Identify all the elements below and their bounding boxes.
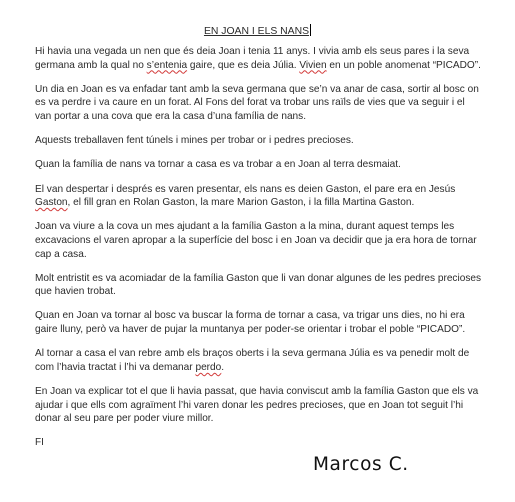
paragraph-9-text-b: . (221, 361, 225, 373)
paragraph-5 (35, 183, 482, 210)
paragraph-5-text-b: , el fill gran en Rolan Gaston, la mare Marion Gaston, i la filla Martina Gaston. (67, 197, 415, 209)
misspelled-word: perdo (195, 361, 222, 373)
paragraph-1-text-c: en un poble anomenat “PICADO”. (326, 59, 481, 71)
paragraph-1 (35, 45, 482, 72)
document-title (0, 24, 515, 38)
paragraph-4: Quan la família de nans va tornar a casa es va trobar a en Joan al terra desmaiat. (35, 159, 401, 171)
paragraph-9 (35, 347, 482, 374)
misspelled-word: Vivien (299, 59, 327, 71)
text-cursor (310, 24, 311, 36)
document-body[interactable] (35, 45, 482, 461)
paragraph-1-text-b: gaire, que es deia Júlia. (187, 59, 300, 71)
paragraph-8: Quan en Joan va tornar al bosc va buscar la forma de tornar a casa, va trigar uns dies, no hi era gaire lluny, però va haver de pujar la muntanya per poder-se orientar i trobar el poble “PICADO”. (35, 310, 466, 336)
handwritten-signature: Marcos C. (313, 454, 409, 475)
paragraph-5-text-a: El van despertar i després es varen presentar, els nans es deien Gaston, el pare era en Jesús (35, 183, 456, 195)
end-marker: FI (35, 437, 44, 449)
misspelled-word: s’entenia (146, 59, 188, 71)
paragraph-2: Un dia en Joan es va enfadar tant amb la seva germana que se’n va anar de casa, sortir al bosc on es va perdre i va caure en un forat. Al Fons del forat va trobar uns raïls de vies que va seguir i el van portar a una cova que era la casa d’una família de nans. (35, 83, 479, 122)
paragraph-3: Aquests treballaven fent túnels i mines per trobar or i pedres precioses. (35, 135, 354, 147)
title-text: EN JOAN I ELS NANS (203, 26, 310, 37)
misspelled-word: Gaston (35, 197, 68, 209)
paragraph-9-text-a: Al tornar a casa el van rebre amb els braços oberts i la seva germana Júlia es va penedir molt de com l’havia tractat i l’hi va demanar (35, 348, 470, 373)
paragraph-7: Molt entristit es va acomiadar de la família Gaston que li van donar algunes de les pedres precioses que havien trobat. (35, 272, 482, 298)
paragraph-1-text-a: Hi havia una vegada un nen que és deia Joan i tenia 11 anys. I vivia amb els seus pares i la seva germana amb la qual no (35, 46, 470, 71)
paragraph-10: En Joan va explicar tot el que li havia passat, que havia conviscut amb la família Gaston que els va ajudar i que ells com agraïment l’hi varen donar les pedres precioses, que en Joan tot seguit l’hi donar al seu pare per poder viure millor. (35, 386, 479, 425)
paragraph-6: Joan va viure a la cova un mes ajudant a la família Gaston a la mina, durant aquest temps les excavacions el varen apropar a la superfície del bosc i en Joan va decidir que ja era hora de tornar cap a casa. (35, 221, 477, 260)
